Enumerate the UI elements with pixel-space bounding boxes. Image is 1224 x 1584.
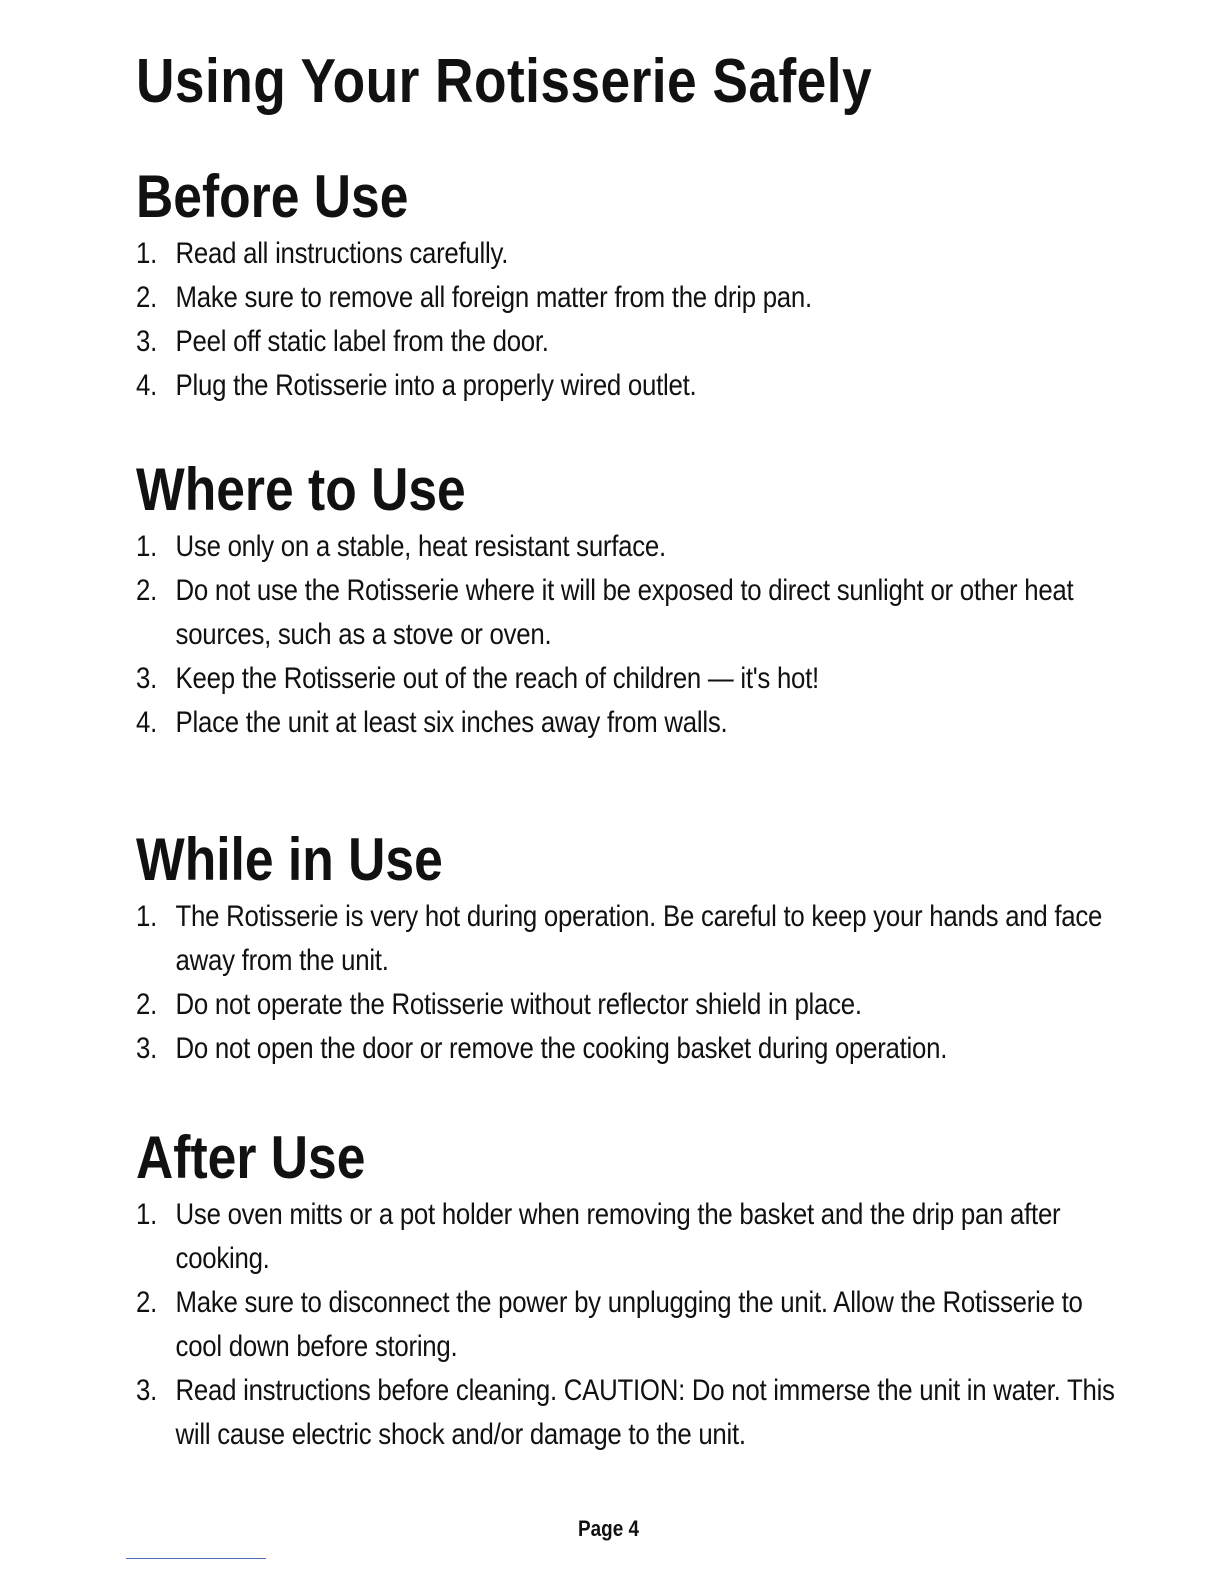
section-before-use bbox=[136, 162, 1116, 408]
item-text: Use oven mitts or a pot holder when removing the basket and the drip pan after cooking. bbox=[175, 1198, 1061, 1275]
section-heading: After Use bbox=[136, 1124, 366, 1191]
section-while-in-use bbox=[136, 825, 1116, 1071]
section-heading: Before Use bbox=[136, 163, 409, 230]
instruction-list bbox=[136, 895, 1116, 1071]
item-text: Place the unit at least six inches away from walls. bbox=[175, 706, 728, 739]
item-number: 3. bbox=[136, 1374, 158, 1407]
list-item bbox=[136, 364, 1122, 408]
item-number: 1. bbox=[136, 237, 158, 270]
item-number: 3. bbox=[136, 662, 158, 695]
item-number: 2. bbox=[136, 988, 158, 1021]
item-number: 4. bbox=[136, 369, 158, 402]
list-item bbox=[136, 320, 1122, 364]
item-number: 2. bbox=[136, 574, 158, 607]
list-item bbox=[136, 1369, 1122, 1457]
list-item bbox=[136, 1027, 1122, 1071]
list-item bbox=[136, 657, 1122, 701]
item-text: Use only on a stable, heat resistant surface. bbox=[175, 530, 666, 563]
item-number: 1. bbox=[136, 900, 158, 933]
footer-rule bbox=[126, 1558, 266, 1559]
list-item bbox=[136, 1193, 1122, 1281]
item-number: 3. bbox=[136, 325, 158, 358]
item-text: Read instructions before cleaning. CAUTION: Do not immerse the unit in water. This will cause electric shock and/or damage to the unit. bbox=[175, 1374, 1115, 1451]
list-item bbox=[136, 1281, 1122, 1369]
item-number: 3. bbox=[136, 1032, 158, 1065]
item-number: 2. bbox=[136, 281, 158, 314]
list-item bbox=[136, 983, 1122, 1027]
instruction-list bbox=[136, 525, 1116, 745]
section-after-use bbox=[136, 1123, 1116, 1457]
item-number: 2. bbox=[136, 1286, 158, 1319]
item-text: Keep the Rotisserie out of the reach of children — it's hot! bbox=[175, 662, 819, 695]
item-number: 4. bbox=[136, 706, 158, 739]
item-text: Plug the Rotisserie into a properly wired outlet. bbox=[175, 369, 697, 402]
page-title: Using Your Rotisserie Safely bbox=[136, 47, 873, 116]
list-item bbox=[136, 276, 1122, 320]
item-text: The Rotisserie is very hot during operation. Be careful to keep your hands and face away from the unit. bbox=[175, 900, 1103, 977]
section-heading: While in Use bbox=[136, 826, 443, 893]
item-text: Make sure to remove all foreign matter from the drip pan. bbox=[175, 281, 812, 314]
list-item bbox=[136, 569, 1122, 657]
section-where-to-use bbox=[136, 455, 1116, 745]
list-item bbox=[136, 525, 1122, 569]
instruction-list bbox=[136, 232, 1116, 408]
instruction-list bbox=[136, 1193, 1116, 1457]
list-item bbox=[136, 895, 1122, 983]
item-text: Make sure to disconnect the power by unplugging the unit. Allow the Rotisserie to cool down before storing. bbox=[175, 1286, 1083, 1363]
item-text: Peel off static label from the door. bbox=[175, 325, 549, 358]
list-item bbox=[136, 701, 1122, 745]
item-text: Read all instructions carefully. bbox=[175, 237, 509, 270]
section-heading: Where to Use bbox=[136, 456, 466, 523]
item-text: Do not open the door or remove the cooking basket during operation. bbox=[175, 1032, 948, 1065]
item-number: 1. bbox=[136, 1198, 158, 1231]
list-item bbox=[136, 232, 1122, 276]
item-number: 1. bbox=[136, 530, 158, 563]
item-text: Do not operate the Rotisserie without reflector shield in place. bbox=[175, 988, 862, 1021]
page-number: Page 4 bbox=[578, 1516, 640, 1541]
item-text: Do not use the Rotisserie where it will be exposed to direct sunlight or other heat sources, such as a stove or oven. bbox=[175, 574, 1074, 651]
